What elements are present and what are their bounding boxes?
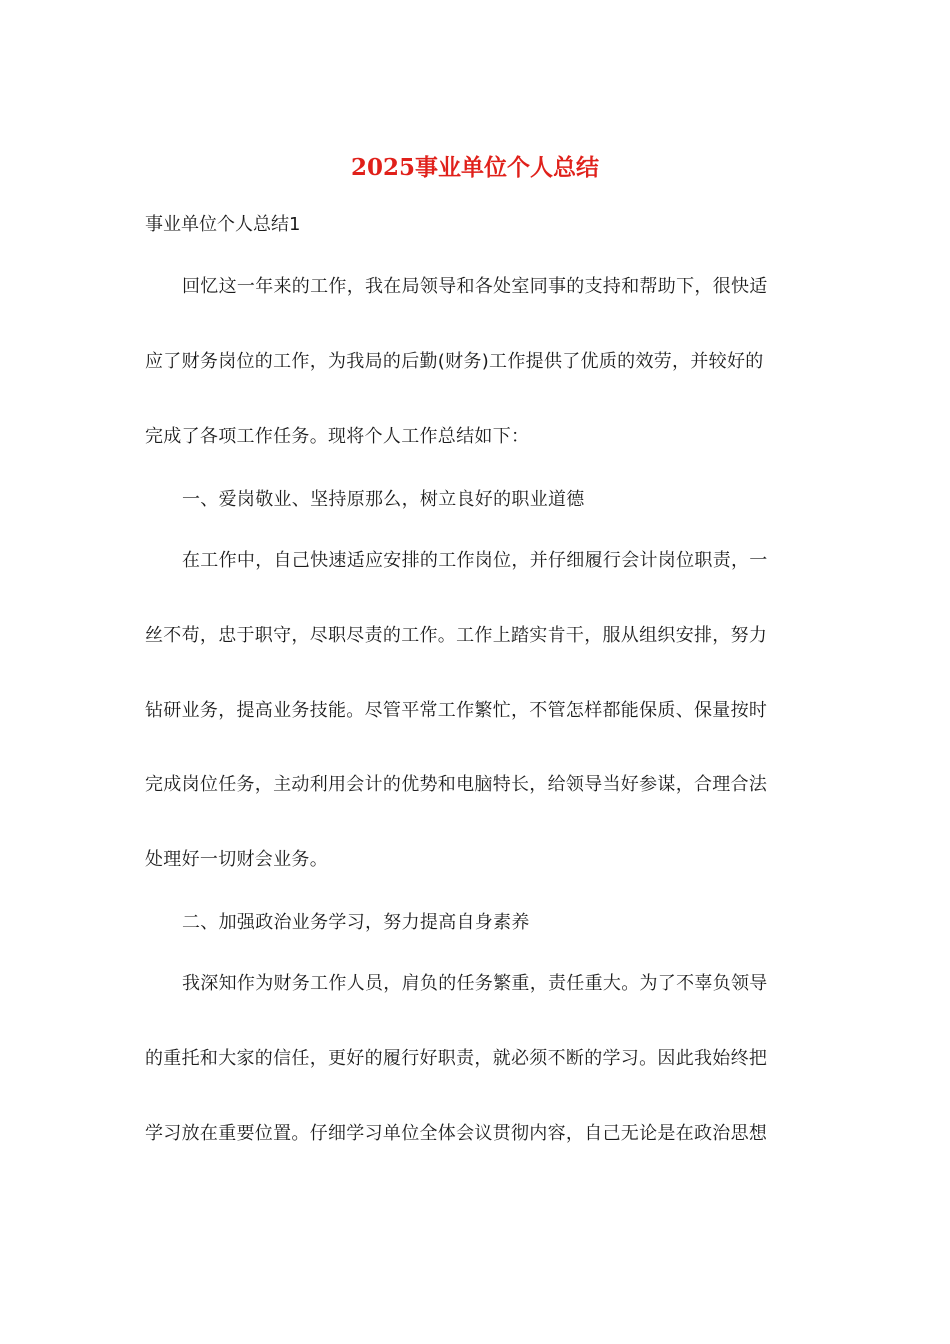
- paragraph-line: 的重托和大家的信任，更好的履行好职责，就必须不断的学习。因此我始终把: [145, 1048, 768, 1069]
- paragraph-line: 完成了各项工作任务。现将个人工作总结如下：: [145, 426, 530, 447]
- section-heading: 事业单位个人总结1: [145, 214, 301, 235]
- document-title: 2025事业单位个人总结: [350, 154, 599, 181]
- paragraph-line: 在工作中，自己快速适应安排的工作岗位，并仔细履行会计岗位职责，一: [182, 550, 768, 571]
- paragraph-line: 我深知作为财务工作人员，肩负的任务繁重，责任重大。为了不辜负领导: [182, 973, 768, 994]
- paragraph-line: 钻研业务，提高业务技能。尽管平常工作繁忙，不管怎样都能保质、保量按时: [145, 700, 768, 721]
- subheading-line: 一、爱岗敬业、坚持原那么，树立良好的职业道德: [182, 489, 585, 510]
- paragraph-line: 回忆这一年来的工作，我在局领导和各处室同事的支持和帮助下，很快适: [182, 276, 768, 297]
- paragraph-line: 处理好一切财会业务。: [145, 849, 328, 870]
- paragraph-line: 学习放在重要位置。仔细学习单位全体会议贯彻内容，自己无论是在政治思想: [145, 1123, 768, 1144]
- paragraph-line: 丝不苟，忠于职守，尽职尽责的工作。工作上踏实肯干，服从组织安排，努力: [145, 625, 768, 646]
- paragraph-line: 完成岗位任务，主动利用会计的优势和电脑特长，给领导当好参谋，合理合法: [145, 774, 768, 795]
- paragraph-line: 应了财务岗位的工作，为我局的后勤(财务)工作提供了优质的效劳，并较好的: [145, 351, 764, 372]
- subheading-line: 二、加强政治业务学习，努力提高自身素养: [182, 912, 530, 933]
